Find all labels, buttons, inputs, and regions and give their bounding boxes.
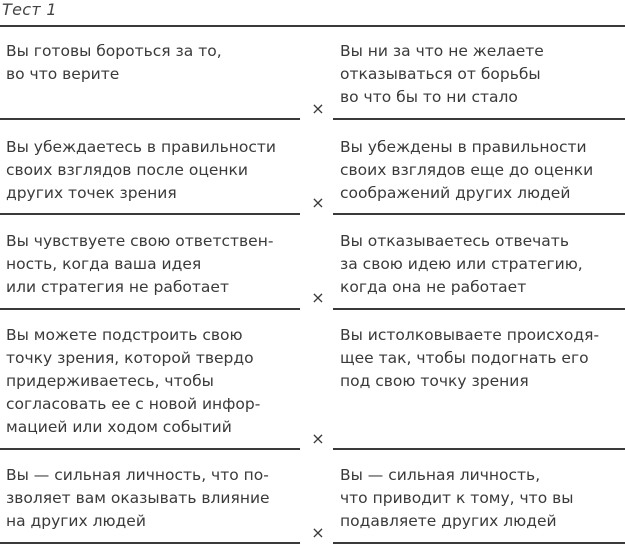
test-title: Тест 1	[2, 0, 57, 19]
answer-line-right	[333, 308, 625, 310]
answer-line-left	[0, 308, 300, 310]
answer-line-left	[0, 213, 300, 215]
right-statement: Вы истолковываете происходя- щее так, чтобы подогнать его под свою точку зрения	[340, 326, 600, 390]
right-statement: Вы убеждены в правильности своих взглядов еще до оценки соображений других людей	[340, 138, 594, 202]
answer-line-right	[333, 213, 625, 215]
versus-mark: ×	[311, 288, 325, 307]
statement-pair-2	[0, 136, 625, 216]
versus-mark: ×	[311, 523, 325, 542]
answer-line-left	[0, 542, 300, 544]
left-statement: Вы готовы бороться за то, во что верите	[6, 42, 222, 83]
answer-line-right	[333, 542, 625, 544]
statement-pair-4	[0, 324, 625, 450]
statement-pair-3	[0, 230, 625, 310]
right-statement: Вы — сильная личность, что приводит к тому, что вы подавляете других людей	[340, 466, 574, 530]
left-statement: Вы можете подстроить свою точку зрения, которой твердо придерживаетесь, чтобы согласовать ее с новой инфор- мацией или ходом событий	[6, 326, 261, 436]
left-statement: Вы чувствуете свою ответствен- ность, когда ваша идея или стратегия не работает	[6, 232, 274, 296]
left-statement: Вы убеждаетесь в правильности своих взглядов после оценки других точек зрения	[6, 138, 276, 202]
answer-line-right	[333, 448, 625, 450]
left-statement: Вы — сильная личность, что по- зволяет вам оказывать влияние на других людей	[6, 466, 270, 530]
versus-mark: ×	[311, 193, 325, 212]
statement-pair-1	[0, 40, 625, 120]
answer-line-right	[333, 118, 625, 120]
right-statement: Вы ни за что не желаете отказываться от борьбы во что бы то ни стало	[340, 42, 544, 106]
right-statement: Вы отказываетесь отвечать за свою идею или стратегию, когда она не работает	[340, 232, 583, 296]
answer-line-left	[0, 448, 300, 450]
answer-line-left	[0, 118, 300, 120]
versus-mark: ×	[311, 99, 325, 118]
title-divider	[0, 25, 625, 27]
versus-mark: ×	[311, 429, 325, 448]
statement-pair-5	[0, 464, 625, 546]
